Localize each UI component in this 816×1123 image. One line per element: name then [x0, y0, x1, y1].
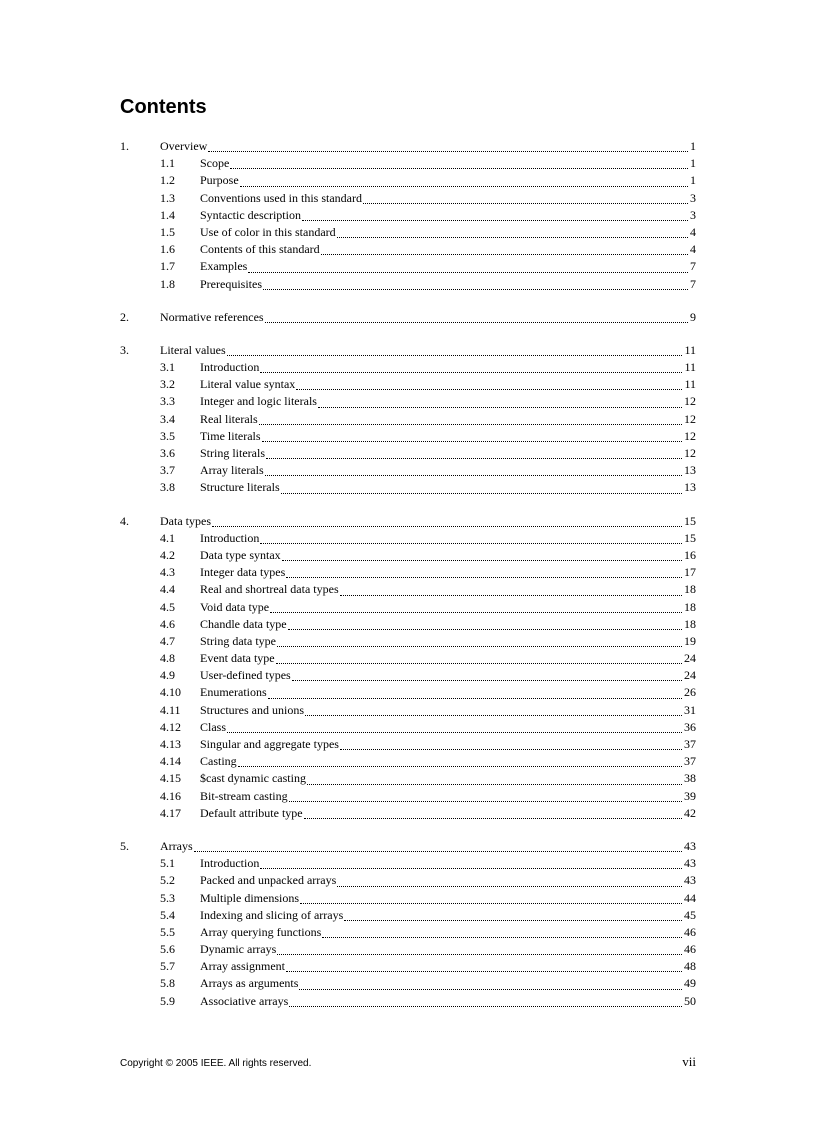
toc-chapter — [120, 838, 696, 1010]
toc-page-number: 18 — [684, 599, 696, 614]
toc-section-entry[interactable] — [120, 650, 696, 667]
dot-leader — [363, 202, 688, 204]
dot-leader — [344, 919, 682, 921]
toc-page-number: 17 — [684, 565, 696, 580]
toc-title: Purpose — [200, 173, 239, 188]
toc-page-number: 18 — [684, 582, 696, 597]
dot-leader — [289, 800, 682, 802]
toc-title: Event data type — [200, 651, 275, 666]
toc-number: 1.1 — [160, 156, 175, 171]
toc-number: 1.4 — [160, 207, 175, 222]
toc-page-number: 3 — [690, 190, 696, 205]
toc-page-number: 24 — [684, 651, 696, 666]
dot-leader — [300, 902, 682, 904]
toc-number: 5.1 — [160, 856, 175, 871]
toc-section-entry[interactable] — [120, 753, 696, 770]
toc-number: 4.3 — [160, 565, 175, 580]
toc-title: Overview — [160, 139, 208, 153]
toc-chapter — [120, 309, 696, 326]
dot-leader — [299, 988, 682, 990]
toc-title: Integer and logic literals — [200, 394, 317, 409]
toc-number: 4.13 — [160, 737, 181, 751]
toc-number: 1.2 — [160, 173, 175, 188]
toc-page-number: 18 — [684, 616, 696, 631]
toc-page-number: 3 — [690, 207, 696, 222]
dot-leader — [208, 150, 688, 152]
toc-number: 5. — [120, 838, 129, 853]
toc-number: 3.8 — [160, 480, 175, 495]
toc-title: Arrays as arguments — [200, 976, 299, 991]
dot-leader — [230, 167, 688, 169]
toc-number: 3.6 — [160, 446, 175, 460]
toc-page-number: 9 — [690, 309, 696, 324]
toc-title: Introduction — [200, 856, 260, 871]
toc-number: 3.3 — [160, 394, 175, 409]
page-title: Contents — [120, 96, 207, 118]
toc-section-entry[interactable] — [120, 667, 696, 684]
toc-title: Associative arrays — [200, 993, 289, 1008]
toc-number: 4. — [120, 513, 129, 528]
toc-number: 4.5 — [160, 599, 175, 614]
toc-number: 4.7 — [160, 633, 175, 648]
toc-number: 3.2 — [160, 377, 175, 392]
toc-title: Packed and unpacked arrays — [200, 873, 337, 888]
toc-page-number: 1 — [690, 139, 696, 153]
toc-section-entry[interactable] — [120, 428, 696, 445]
dot-leader — [259, 423, 682, 425]
toc-number: 1. — [120, 139, 129, 153]
toc-title: Indexing and slicing of arrays — [200, 907, 344, 922]
page-number: vii — [682, 1054, 696, 1069]
toc-section-entry[interactable] — [120, 258, 696, 275]
toc-page-number: 15 — [684, 530, 696, 545]
dot-leader — [289, 1005, 682, 1007]
dot-leader — [265, 474, 682, 476]
dot-leader — [240, 185, 688, 187]
dot-leader — [340, 594, 682, 596]
toc-title: Structure literals — [200, 480, 280, 495]
toc-page-number: 44 — [684, 890, 696, 905]
dot-leader — [286, 970, 682, 972]
dot-leader — [277, 953, 682, 955]
toc-number: 2. — [120, 309, 129, 324]
toc-title: Examples — [200, 259, 248, 274]
toc-number: 4.17 — [160, 805, 181, 820]
toc-page-number: 37 — [684, 754, 696, 769]
toc-section-entry[interactable] — [120, 736, 696, 753]
toc-section-entry[interactable] — [120, 241, 696, 258]
toc-section-entry[interactable] — [120, 805, 696, 822]
toc-title: Array querying functions — [200, 924, 322, 939]
dot-leader — [268, 697, 682, 699]
dot-leader — [262, 440, 682, 442]
toc-number: 5.4 — [160, 907, 175, 922]
toc-section-entry[interactable] — [120, 190, 696, 207]
dot-leader — [322, 936, 682, 938]
toc-chapter-entry[interactable] — [120, 138, 696, 155]
toc-page-number: 43 — [684, 856, 696, 871]
toc-section-entry[interactable] — [120, 855, 696, 872]
dot-leader — [307, 783, 682, 785]
toc-section-entry[interactable] — [120, 924, 696, 941]
toc-number: 4.8 — [160, 651, 175, 666]
toc-title: Class — [200, 719, 227, 734]
toc-page-number: 4 — [690, 224, 696, 239]
dot-leader — [340, 748, 682, 750]
toc-number: 1.6 — [160, 242, 175, 257]
dot-leader — [227, 731, 682, 733]
toc-section-entry[interactable] — [120, 445, 696, 462]
toc-page-number: 12 — [684, 394, 696, 409]
toc-page-number: 11 — [684, 360, 696, 375]
toc-number: 1.8 — [160, 276, 175, 291]
toc-number: 5.3 — [160, 890, 175, 905]
toc-number: 4.12 — [160, 719, 181, 734]
toc-section-entry[interactable] — [120, 599, 696, 616]
dot-leader — [292, 679, 682, 681]
toc-title: $cast dynamic casting — [200, 771, 306, 786]
toc-section-entry[interactable] — [120, 359, 696, 376]
toc-page-number: 24 — [684, 668, 696, 683]
toc-number: 5.6 — [160, 942, 175, 957]
toc-section-entry[interactable] — [120, 993, 696, 1010]
toc-section-entry[interactable] — [120, 616, 696, 633]
toc-title: Enumerations — [200, 685, 267, 700]
toc-page-number: 16 — [684, 547, 696, 562]
toc-section-entry[interactable] — [120, 207, 696, 224]
toc-page-number: 19 — [684, 633, 696, 648]
toc-number: 5.7 — [160, 959, 175, 974]
toc-section-entry[interactable] — [120, 547, 696, 564]
toc-page-number: 1 — [690, 173, 696, 188]
toc-page-number: 38 — [684, 771, 696, 786]
toc-section-entry[interactable] — [120, 411, 696, 428]
toc-title: Structures and unions — [200, 702, 304, 717]
toc-section-entry[interactable] — [120, 393, 696, 410]
toc-page-number: 11 — [684, 377, 696, 392]
toc-number: 4.10 — [160, 685, 181, 700]
toc-page-number: 42 — [684, 805, 696, 820]
toc-page-number: 43 — [684, 838, 696, 853]
toc-title: Void data type — [200, 599, 270, 614]
toc-title: Integer data types — [200, 565, 286, 580]
dot-leader — [260, 867, 682, 869]
copyright-notice: Copyright © 2005 IEEE. All rights reserved. — [120, 1058, 312, 1069]
toc-number: 4.2 — [160, 547, 175, 562]
toc-section-entry[interactable] — [120, 702, 696, 719]
toc-section-entry[interactable] — [120, 376, 696, 393]
toc-title: Array assignment — [200, 959, 285, 974]
toc-chapter-entry[interactable] — [120, 309, 696, 326]
toc-title: Array literals — [200, 463, 264, 478]
toc-title: Arrays — [160, 838, 193, 853]
toc-title: User-defined types — [200, 668, 291, 683]
toc-section-entry[interactable] — [120, 479, 696, 496]
toc-title: Data types — [160, 513, 211, 528]
toc-number: 3.1 — [160, 360, 175, 375]
dot-leader — [318, 406, 682, 408]
dot-leader — [296, 388, 682, 390]
toc-number: 3.5 — [160, 428, 175, 443]
toc-title: Data type syntax — [200, 547, 281, 562]
dot-leader — [288, 628, 682, 630]
dot-leader — [238, 765, 682, 767]
toc-page-number: 12 — [684, 428, 696, 443]
toc-section-entry[interactable] — [120, 155, 696, 172]
toc-title: Introduction — [200, 360, 260, 375]
toc-section-entry[interactable] — [120, 581, 696, 598]
toc-chapter — [120, 138, 696, 293]
dot-leader — [302, 219, 688, 221]
dot-leader — [227, 354, 683, 356]
toc-page-number: 31 — [684, 702, 696, 717]
toc-number: 3. — [120, 342, 129, 357]
toc-page-number: 12 — [684, 411, 696, 426]
toc-number: 1.7 — [160, 259, 175, 274]
toc-page-number: 37 — [684, 737, 696, 751]
dot-leader — [337, 885, 682, 887]
toc-section-entry[interactable] — [120, 684, 696, 701]
toc-number: 5.2 — [160, 873, 175, 888]
dot-leader — [276, 662, 682, 664]
dot-leader — [321, 253, 688, 255]
toc-title: Normative references — [160, 309, 264, 324]
toc-section-entry[interactable] — [120, 890, 696, 907]
toc-number: 1.3 — [160, 190, 175, 205]
toc-chapter-entry[interactable] — [120, 838, 696, 855]
dot-leader — [194, 850, 682, 852]
toc-section-entry[interactable] — [120, 788, 696, 805]
toc-page-number: 46 — [684, 924, 696, 939]
toc-title: String literals — [200, 446, 265, 460]
toc-page-number: 13 — [684, 463, 696, 478]
dot-leader — [337, 236, 688, 238]
toc-page-number: 7 — [690, 276, 696, 291]
toc-number: 5.9 — [160, 993, 175, 1008]
toc-number: 4.9 — [160, 668, 175, 683]
toc-page-number: 7 — [690, 259, 696, 274]
table-of-contents — [120, 138, 696, 1026]
toc-title: Real literals — [200, 411, 258, 426]
toc-title: Dynamic arrays — [200, 942, 277, 957]
toc-chapter — [120, 513, 696, 822]
dot-leader — [265, 321, 688, 323]
toc-chapter-entry[interactable] — [120, 342, 696, 359]
toc-section-entry[interactable] — [120, 172, 696, 189]
toc-title: Literal value syntax — [200, 377, 296, 392]
toc-number: 4.14 — [160, 754, 181, 769]
toc-section-entry[interactable] — [120, 633, 696, 650]
toc-number: 4.11 — [160, 702, 181, 717]
toc-title: Time literals — [200, 428, 261, 443]
toc-section-entry[interactable] — [120, 907, 696, 924]
toc-number: 5.8 — [160, 976, 175, 991]
dot-leader — [212, 525, 682, 527]
toc-title: String data type — [200, 633, 276, 648]
toc-number: 4.1 — [160, 530, 175, 545]
toc-number: 3.7 — [160, 463, 175, 478]
toc-page-number: 36 — [684, 719, 696, 734]
toc-title: Conventions used in this standard — [200, 190, 362, 205]
toc-title: Contents of this standard — [200, 242, 320, 257]
toc-section-entry[interactable] — [120, 975, 696, 992]
dot-leader — [263, 288, 688, 290]
toc-title: Casting — [200, 754, 237, 769]
toc-chapter — [120, 342, 696, 497]
toc-title: Singular and aggregate types — [200, 737, 339, 751]
toc-title: Prerequisites — [200, 276, 262, 291]
toc-section-entry[interactable] — [120, 564, 696, 581]
toc-title: Use of color in this standard — [200, 224, 336, 239]
toc-number: 3.4 — [160, 411, 175, 426]
dot-leader — [277, 645, 682, 647]
toc-page-number: 13 — [684, 480, 696, 495]
toc-section-entry[interactable] — [120, 276, 696, 293]
toc-page-number: 1 — [690, 156, 696, 171]
toc-page-number: 12 — [684, 446, 696, 460]
dot-leader — [286, 576, 682, 578]
toc-section-entry[interactable] — [120, 958, 696, 975]
toc-section-entry[interactable] — [120, 941, 696, 958]
toc-page-number: 39 — [684, 788, 696, 803]
toc-page-number: 46 — [684, 942, 696, 957]
toc-section-entry[interactable] — [120, 462, 696, 479]
toc-page-number: 50 — [684, 993, 696, 1008]
toc-title: Real and shortreal data types — [200, 582, 339, 597]
toc-page-number: 11 — [684, 342, 696, 357]
toc-title: Scope — [200, 156, 230, 171]
dot-leader — [248, 271, 688, 273]
toc-page-number: 26 — [684, 685, 696, 700]
toc-page-number: 45 — [684, 907, 696, 922]
toc-number: 4.4 — [160, 582, 175, 597]
toc-number: 4.15 — [160, 771, 181, 786]
toc-title: Literal values — [160, 342, 226, 357]
dot-leader — [260, 371, 682, 373]
dot-leader — [281, 492, 682, 494]
dot-leader — [266, 457, 682, 459]
toc-section-entry[interactable] — [120, 770, 696, 787]
toc-number: 1.5 — [160, 224, 175, 239]
dot-leader — [260, 542, 682, 544]
toc-section-entry[interactable] — [120, 530, 696, 547]
toc-title: Chandle data type — [200, 616, 287, 631]
dot-leader — [282, 559, 682, 561]
toc-title: Multiple dimensions — [200, 890, 299, 905]
toc-section-entry[interactable] — [120, 872, 696, 889]
toc-title: Syntactic description — [200, 207, 301, 222]
toc-section-entry[interactable] — [120, 224, 696, 241]
toc-number: 4.16 — [160, 788, 181, 803]
toc-chapter-entry[interactable] — [120, 513, 696, 530]
toc-page-number: 49 — [684, 976, 696, 991]
toc-title: Bit-stream casting — [200, 788, 288, 803]
dot-leader — [270, 611, 682, 613]
dot-leader — [305, 714, 682, 716]
toc-title: Default attribute type — [200, 805, 303, 820]
toc-section-entry[interactable] — [120, 719, 696, 736]
toc-page-number: 4 — [690, 242, 696, 257]
toc-page-number: 43 — [684, 873, 696, 888]
toc-number: 4.6 — [160, 616, 175, 631]
toc-number: 5.5 — [160, 924, 175, 939]
toc-title: Introduction — [200, 530, 260, 545]
toc-page-number: 48 — [684, 959, 696, 974]
dot-leader — [304, 817, 682, 819]
toc-page-number: 15 — [684, 513, 696, 528]
